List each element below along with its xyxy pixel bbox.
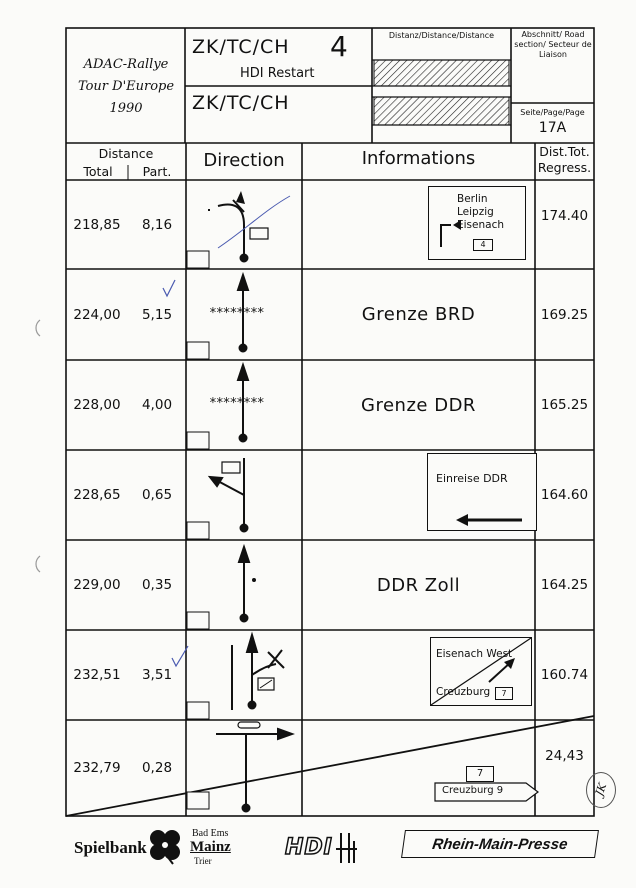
sign-35-arrow — [434, 782, 534, 802]
tulip-34 — [232, 635, 284, 710]
sign-creuzburg: Creuzburg — [436, 686, 491, 698]
col-part: Part. — [142, 164, 172, 179]
sign-einreise: Einreise DDR — [436, 472, 508, 485]
event-line-2: Tour D'Europe — [77, 79, 175, 94]
row-total: 229,00 — [73, 577, 121, 593]
row-part: 8,16 — [141, 216, 173, 233]
initials-text: JK — [592, 781, 610, 798]
col-informations: Informations — [361, 148, 476, 169]
row-info: DDR Zoll — [376, 574, 461, 596]
row-regress: 164.60 — [540, 487, 589, 503]
sign-35-box: 7 — [466, 766, 494, 782]
sign-line-eisenach: Eisenach — [457, 219, 504, 231]
col-total: Total — [83, 164, 113, 179]
punch-hole-icon — [36, 320, 40, 336]
section-label: Abschnitt/ Road section/ Secteur de Liaison — [514, 30, 592, 59]
sign-box-7: 7 — [495, 687, 513, 700]
spielbank-logo: Spielbank — [74, 838, 147, 857]
col-regress: Regress. — [537, 160, 592, 175]
sign-line-berlin: Berlin — [457, 193, 488, 205]
zk-bottom: ZK/TC/CH — [192, 92, 290, 114]
row-total: 224,00 — [73, 306, 121, 323]
clover-icon — [145, 826, 185, 866]
zk-number: 4 — [330, 30, 348, 63]
trier-label: Trier — [194, 856, 212, 866]
row-regress: 169.25 — [540, 306, 589, 323]
col-direction: Direction — [203, 150, 285, 171]
stars-31: ******** — [209, 396, 264, 411]
punch-hole-icon — [36, 556, 40, 572]
stars-30: ******** — [209, 306, 264, 321]
tulip-33 — [239, 547, 255, 622]
row-part: 0,65 — [141, 487, 173, 503]
row-regress: 160.74 — [540, 667, 589, 683]
row-total: 232,51 — [73, 667, 121, 683]
hdi-logo — [285, 835, 365, 865]
event-line-1: ADAC-Rallye — [83, 57, 169, 72]
row-part: 4,00 — [141, 397, 173, 413]
row-total: 228,00 — [73, 397, 121, 413]
row-total: 218,85 — [73, 216, 121, 233]
page-value: 17A — [538, 120, 567, 136]
event-line-3: 1990 — [109, 101, 143, 116]
sign-eisenach-west: Eisenach West — [436, 648, 513, 660]
row-regress: 24,43 — [545, 748, 584, 764]
sign-line-leipzig: Leipzig — [457, 206, 494, 218]
bad-ems-label: Bad Ems — [192, 828, 229, 839]
row-regress: 165.25 — [540, 397, 589, 413]
left-arrow-icon — [428, 454, 536, 530]
page-label: Seite/Page/Page — [520, 108, 585, 117]
row-info: Grenze DDR — [361, 394, 476, 416]
row-part: 0,28 — [141, 760, 173, 776]
row-part: 3,51 — [141, 667, 173, 683]
row-part: 5,15 — [141, 306, 173, 323]
sign-creuzburg-9: Creuzburg 9 — [442, 785, 504, 796]
sign-34 — [430, 637, 532, 706]
col-dist-tot: Dist.Tot. — [539, 144, 590, 159]
hdi-emblem-icon — [333, 831, 363, 865]
row-regress: 164.25 — [540, 577, 589, 593]
tulip-35 — [216, 722, 292, 812]
zk-top: ZK/TC/CH — [192, 36, 290, 58]
sign-29 — [428, 186, 526, 260]
row-total: 232,79 — [73, 760, 121, 776]
rmp-logo-text: Rhein-Main-Presse — [431, 835, 569, 853]
row-total: 228,65 — [73, 487, 121, 503]
initials-annotation — [586, 772, 616, 808]
restart-label: HDI Restart — [240, 66, 315, 81]
hdi-logo-text: HDI — [285, 835, 333, 860]
sign-32 — [427, 453, 537, 531]
mainz-label: Mainz — [190, 839, 231, 855]
check-mark-icon — [163, 280, 175, 296]
row-part: 0,35 — [141, 577, 173, 593]
row-regress: 174.40 — [540, 208, 589, 224]
check-mark-icon — [172, 646, 188, 666]
tulip-29 — [208, 191, 290, 262]
sign-box-4: 4 — [473, 239, 493, 251]
rmp-logo — [401, 830, 599, 858]
row-info: Grenze BRD — [361, 304, 476, 325]
col-distance: Distance — [98, 146, 154, 161]
tulip-32 — [210, 458, 248, 532]
distance-label: Distanz/Distance/Distance — [388, 31, 495, 40]
